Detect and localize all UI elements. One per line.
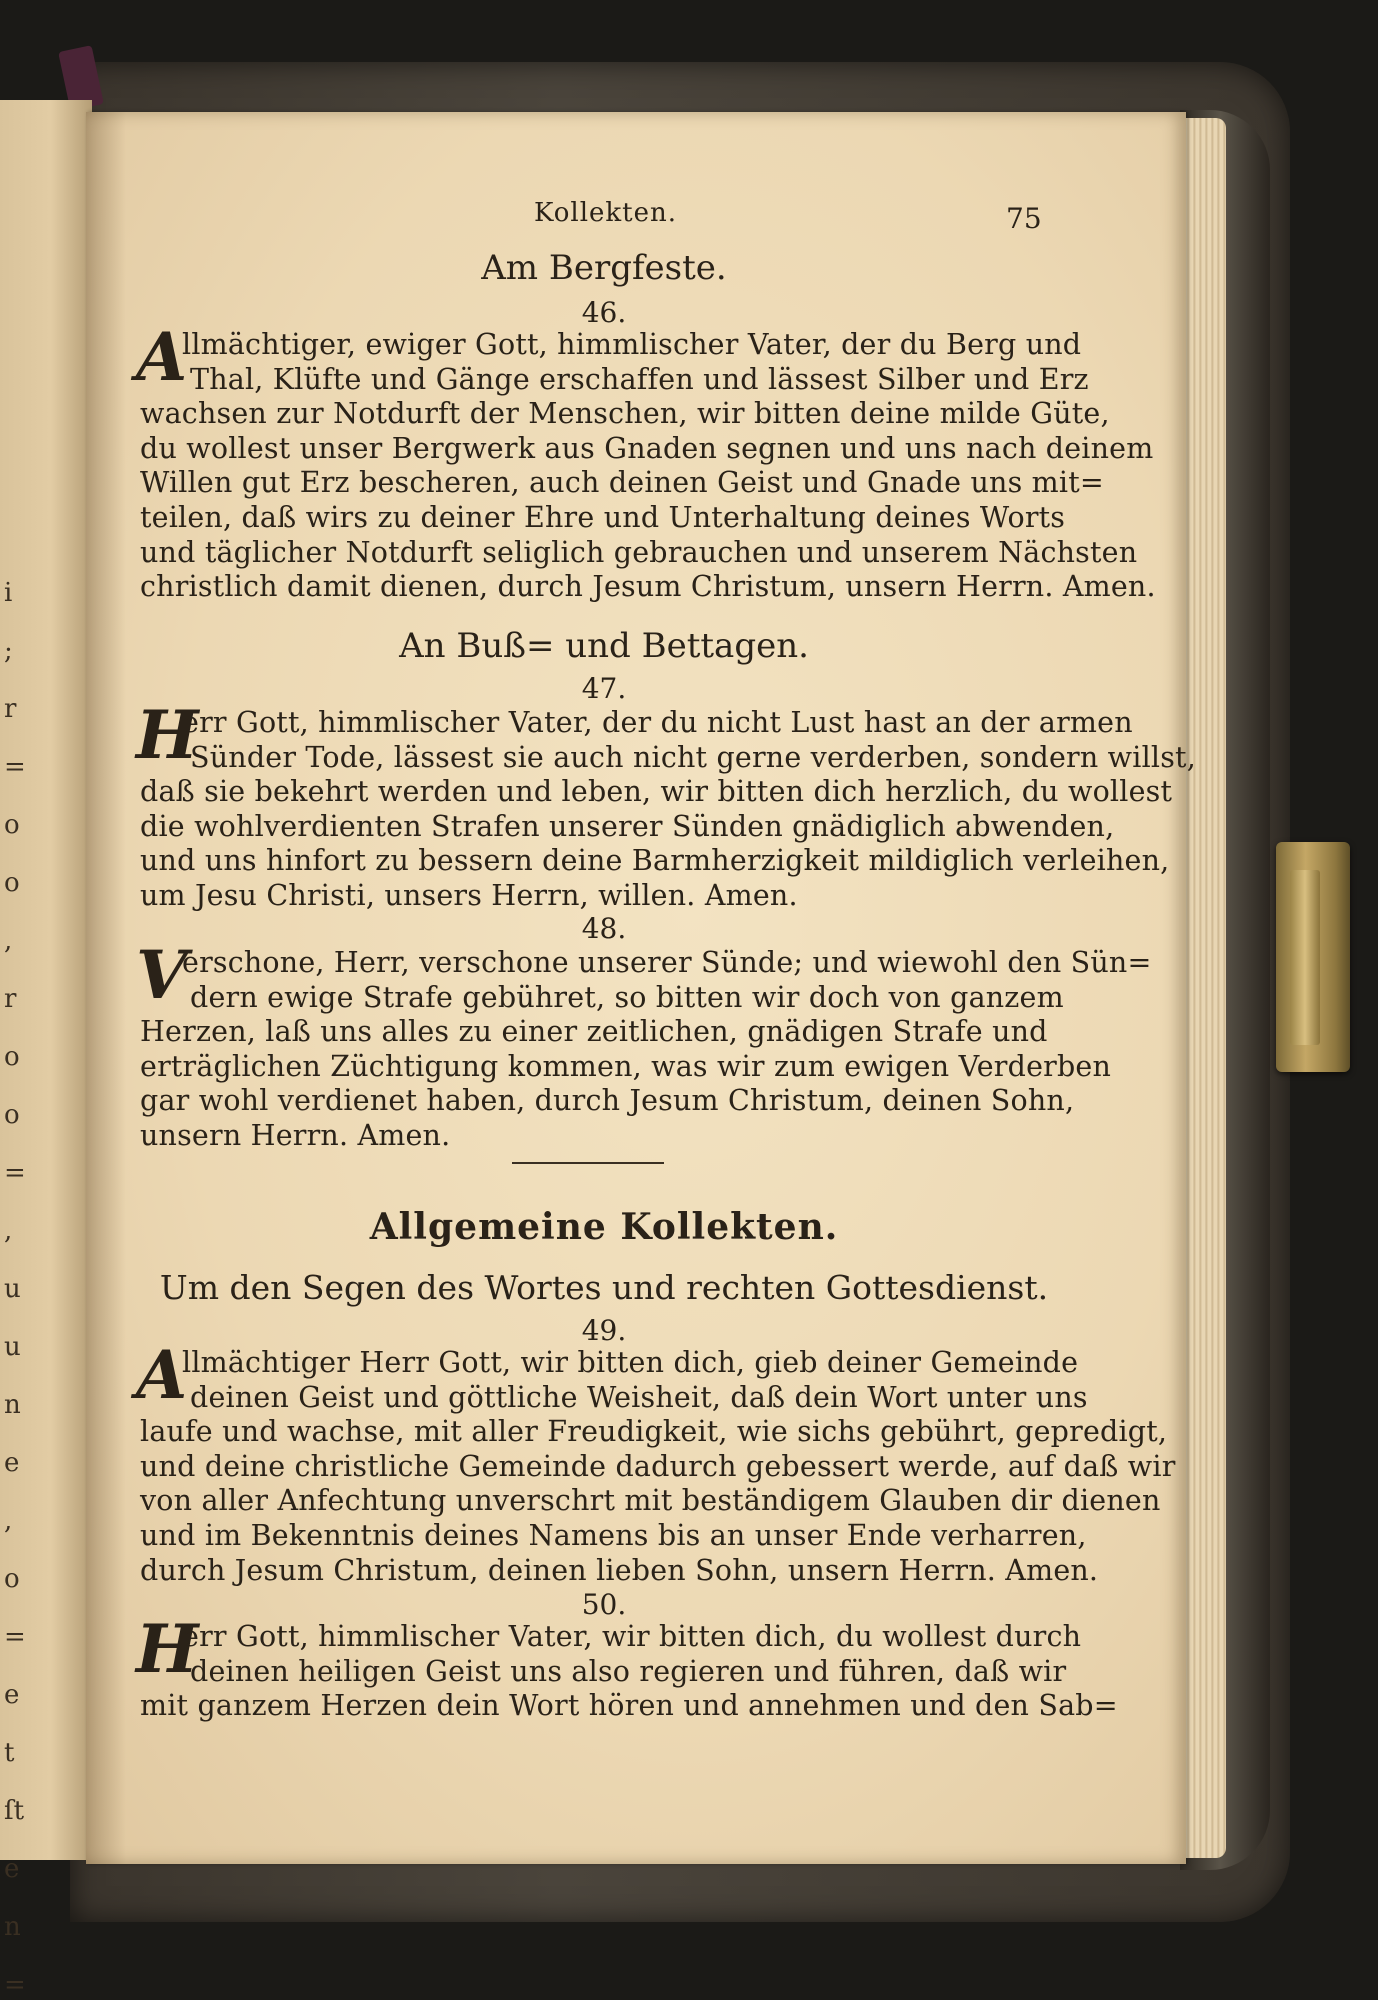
drop-cap-initial: A (136, 1336, 188, 1414)
text-line: und uns hinfort zu bessern deine Barmherzigkeit mildiglich verleihen, (140, 844, 1170, 878)
facing-page-fragment: , (4, 1216, 13, 1246)
text-line: err Gott, himmlischer Vater, der du nicht Lust hast an der armen (182, 706, 1133, 739)
text-line: Sünder Tode, lässest sie auch nicht gerne verderben, sondern willst, (190, 740, 1196, 774)
text-line: unsern Herrn. Amen. (140, 1119, 451, 1152)
prayer-number: 49. (581, 1314, 627, 1347)
text-line: mit ganzem Herzen dein Wort hören und annehmen und den Sab= (140, 1689, 1118, 1723)
text-line: deinen Geist und göttliche Weisheit, daß dein Wort unter uns (190, 1380, 1088, 1414)
facing-page-fragment: = (4, 1970, 26, 2000)
prayer-number: 46. (581, 296, 627, 329)
subheading: Um den Segen des Wortes und rechten Gottesdienst. (159, 1268, 1049, 1307)
prayer-number: 48. (581, 912, 627, 945)
facing-page-fragment: , (4, 926, 13, 956)
drop-cap-initial: V (136, 936, 188, 1014)
brass-clasp-plate (1290, 870, 1320, 1045)
prayer-number: 47. (581, 672, 627, 705)
main-heading: Allgemeine Kollekten. (369, 1206, 839, 1248)
text-line: laufe und wachse, mit aller Freudigkeit, wie sichs gebührt, gepredigt, (140, 1415, 1168, 1449)
section-heading: An Buß= und Bettagen. (399, 626, 809, 666)
gutter-shadow (86, 112, 126, 1864)
text-line: err Gott, himmlischer Vater, wir bitten dich, du wollest durch (182, 1620, 1082, 1653)
facing-page-fragment: i (4, 578, 13, 608)
section-divider (512, 1162, 664, 1164)
facing-page-fragment: = (4, 1622, 26, 1652)
drop-cap-initial: A (136, 318, 188, 396)
text-line: und im Bekenntnis deines Namens bis an unser Ende verharren, (140, 1519, 1087, 1552)
facing-page-fragment: t (4, 1738, 15, 1768)
facing-page-fragment: r (4, 694, 17, 724)
text-line: llmächtiger, ewiger Gott, himmlischer Vater, der du Berg und (182, 328, 1082, 361)
text-line: wachsen zur Notdurft der Menschen, wir bitten deine milde Güte, (140, 397, 1110, 431)
text-line: erträglichen Züchtigung kommen, was wir zum ewigen Verderben (140, 1049, 1112, 1083)
text-line: um Jesu Christi, unsers Herrn, willen. Amen. (140, 879, 798, 912)
text-line: und deine christliche Gemeinde dadurch gebessert werde, auf daß wir (140, 1449, 1176, 1483)
facing-page-fragment: ſt (4, 1796, 25, 1826)
text-line: dern ewige Strafe gebühret, so bitten wir doch von ganzem (190, 980, 1064, 1014)
text-line: durch Jesum Christum, deinen lieben Sohn, unsern Herrn. Amen. (140, 1553, 1099, 1587)
facing-page-fragment: o (4, 868, 20, 898)
facing-page-fragment: o (4, 1042, 20, 1072)
facing-page-fragment: o (4, 1564, 20, 1594)
text-line: erschone, Herr, verschone unserer Sünde; und wiewohl den Sün= (182, 946, 1152, 979)
text-line: Thal, Klüfte und Gänge erschaffen und lässest Silber und Erz (190, 362, 1089, 396)
running-head: Kollekten. (534, 198, 677, 228)
text-line: deinen heiligen Geist uns also regieren und führen, daß wir (190, 1654, 1067, 1688)
facing-page-fragment: ; (4, 636, 13, 666)
text-line: Herzen, laß uns alles zu einer zeitlichen, gnädigen Strafe und (140, 1015, 1048, 1049)
facing-page-fragment: n (4, 1912, 21, 1942)
text-line: llmächtiger Herr Gott, wir bitten dich, gieb deiner Gemeinde (182, 1346, 1079, 1379)
facing-page-fragment: u (4, 1332, 21, 1362)
facing-page-fragment: n (4, 1390, 21, 1420)
text-line: christlich damit dienen, durch Jesum Christum, unsern Herrn. Amen. (140, 570, 1156, 604)
text-line: und täglicher Notdurft seliglich gebrauchen und unserem Nächsten (140, 535, 1138, 569)
facing-page-fragment: e (4, 1854, 20, 1884)
drop-cap-initial: H (136, 1610, 199, 1688)
facing-page-fragment: o (4, 810, 20, 840)
text-line: von aller Anfechtung unverschrt mit beständigem Glauben dir dienen (140, 1484, 1161, 1518)
facing-page-text-fragments (4, 100, 34, 2000)
text-line: die wohlverdienten Strafen unserer Sünden gnädiglich abwenden, (140, 809, 1115, 843)
facing-page-fragment: e (4, 1680, 20, 1710)
text-line: Willen gut Erz bescheren, auch deinen Geist und Gnade uns mit= (140, 466, 1104, 500)
prayer-number: 50. (581, 1588, 627, 1621)
facing-page-fragment: o (4, 1100, 20, 1130)
section-heading: Am Bergfeste. (481, 248, 727, 288)
facing-page-fragment: = (4, 752, 26, 782)
facing-page-fragment: r (4, 984, 17, 1014)
page-number: 75 (1006, 202, 1042, 235)
facing-page-fragment: u (4, 1274, 21, 1304)
text-line: daß sie bekehrt werden und leben, wir bitten dich herzlich, du wollest (140, 775, 1173, 809)
facing-page-fragment: = (4, 1158, 26, 1188)
facing-page-fragment: e (4, 1448, 20, 1478)
text-line: gar wohl verdienet haben, durch Jesum Christum, deinen Sohn, (140, 1084, 1075, 1118)
drop-cap-initial: H (136, 696, 199, 774)
facing-page-fragment: , (4, 1506, 13, 1536)
text-line: teilen, daß wirs zu deiner Ehre und Unterhaltung deines Worts (140, 501, 1066, 534)
text-line: du wollest unser Bergwerk aus Gnaden segnen und uns nach deinem (140, 431, 1154, 465)
